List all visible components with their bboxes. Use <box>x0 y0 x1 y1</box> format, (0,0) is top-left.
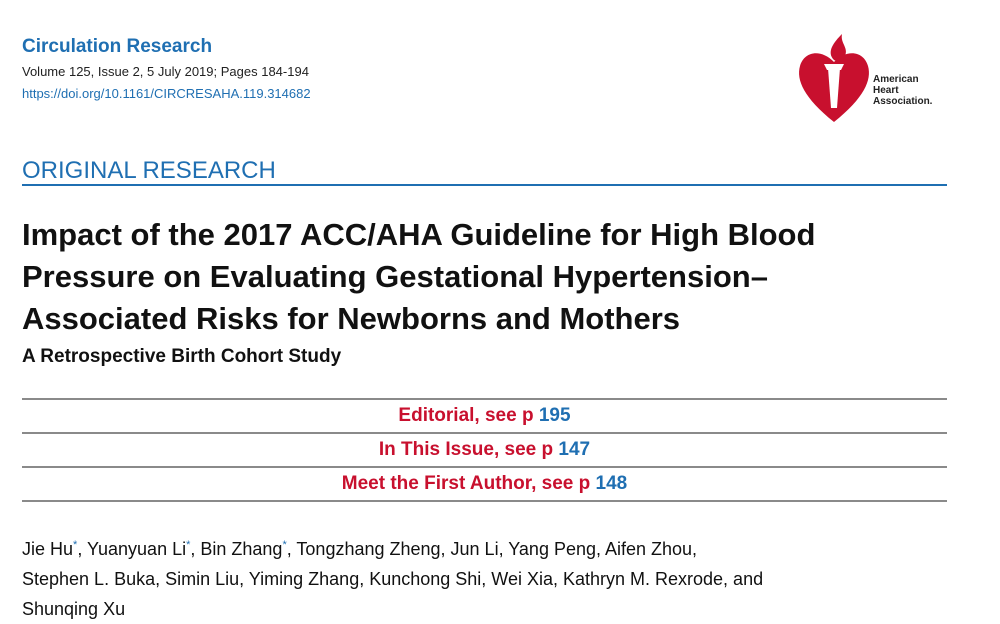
author-names[interactable]: Shunqing Xu <box>22 599 126 619</box>
section-divider <box>22 184 947 186</box>
crossref-page-link[interactable]: 148 <box>595 473 628 494</box>
crossref-meet-first-author[interactable] <box>22 467 947 500</box>
crossref-label: Editorial, see p <box>398 405 534 426</box>
crossref-page-link[interactable]: 195 <box>538 405 571 426</box>
crossref-in-this-issue[interactable] <box>22 433 947 466</box>
aha-logo-text: American Heart Association. <box>873 74 933 107</box>
author-name[interactable]: Yuanyuan Li <box>87 539 187 559</box>
journal-name[interactable]: Circulation Research <box>22 36 213 57</box>
crossref-label: Meet the First Author, see p <box>341 473 591 494</box>
volume-issue-info: Volume 125, Issue 2, 5 July 2019; Pages 184-194 <box>22 64 309 79</box>
crossref-label: In This Issue, see p <box>378 439 554 460</box>
article-subtitle: A Retrospective Birth Cohort Study <box>22 346 342 367</box>
crossref-editorial[interactable] <box>22 399 947 432</box>
crossref-page-link[interactable]: 147 <box>558 439 591 460</box>
divider <box>22 500 947 502</box>
equal-contribution-mark: * <box>186 539 191 551</box>
author-names[interactable]: Tongzhang Zheng, Jun Li, Yang Peng, Aifen Zhou, <box>296 539 698 559</box>
author-list: Jie Hu*, Yuanyuan Li*, Bin Zhang*, Tongzhang Zheng, Jun Li, Yang Peng, Aifen Zhou, Stephen L. Buka, Simin Liu, Yiming Zhang, Kunchong Shi, Wei Xia, Kathryn M. Rexrode, and Shunqing Xu <box>22 530 962 624</box>
article-title: Impact of the 2017 ACC/AHA Guideline for High Blood Pressure on Evaluating Gestational Hypertension– Associated Risks for Newborns and Mothers <box>22 217 816 336</box>
equal-contribution-mark: * <box>282 539 287 551</box>
author-names[interactable]: Stephen L. Buka, Simin Liu, Yiming Zhang, Kunchong Shi, Wei Xia, Kathryn M. Rexrode, and <box>22 569 764 589</box>
author-name[interactable]: Bin Zhang <box>200 539 283 559</box>
section-label: ORIGINAL RESEARCH <box>22 157 276 184</box>
author-name[interactable]: Jie Hu <box>22 539 74 559</box>
doi-link[interactable]: https://doi.org/10.1161/CIRCRESAHA.119.314682 <box>22 86 311 101</box>
equal-contribution-mark: * <box>73 539 78 551</box>
